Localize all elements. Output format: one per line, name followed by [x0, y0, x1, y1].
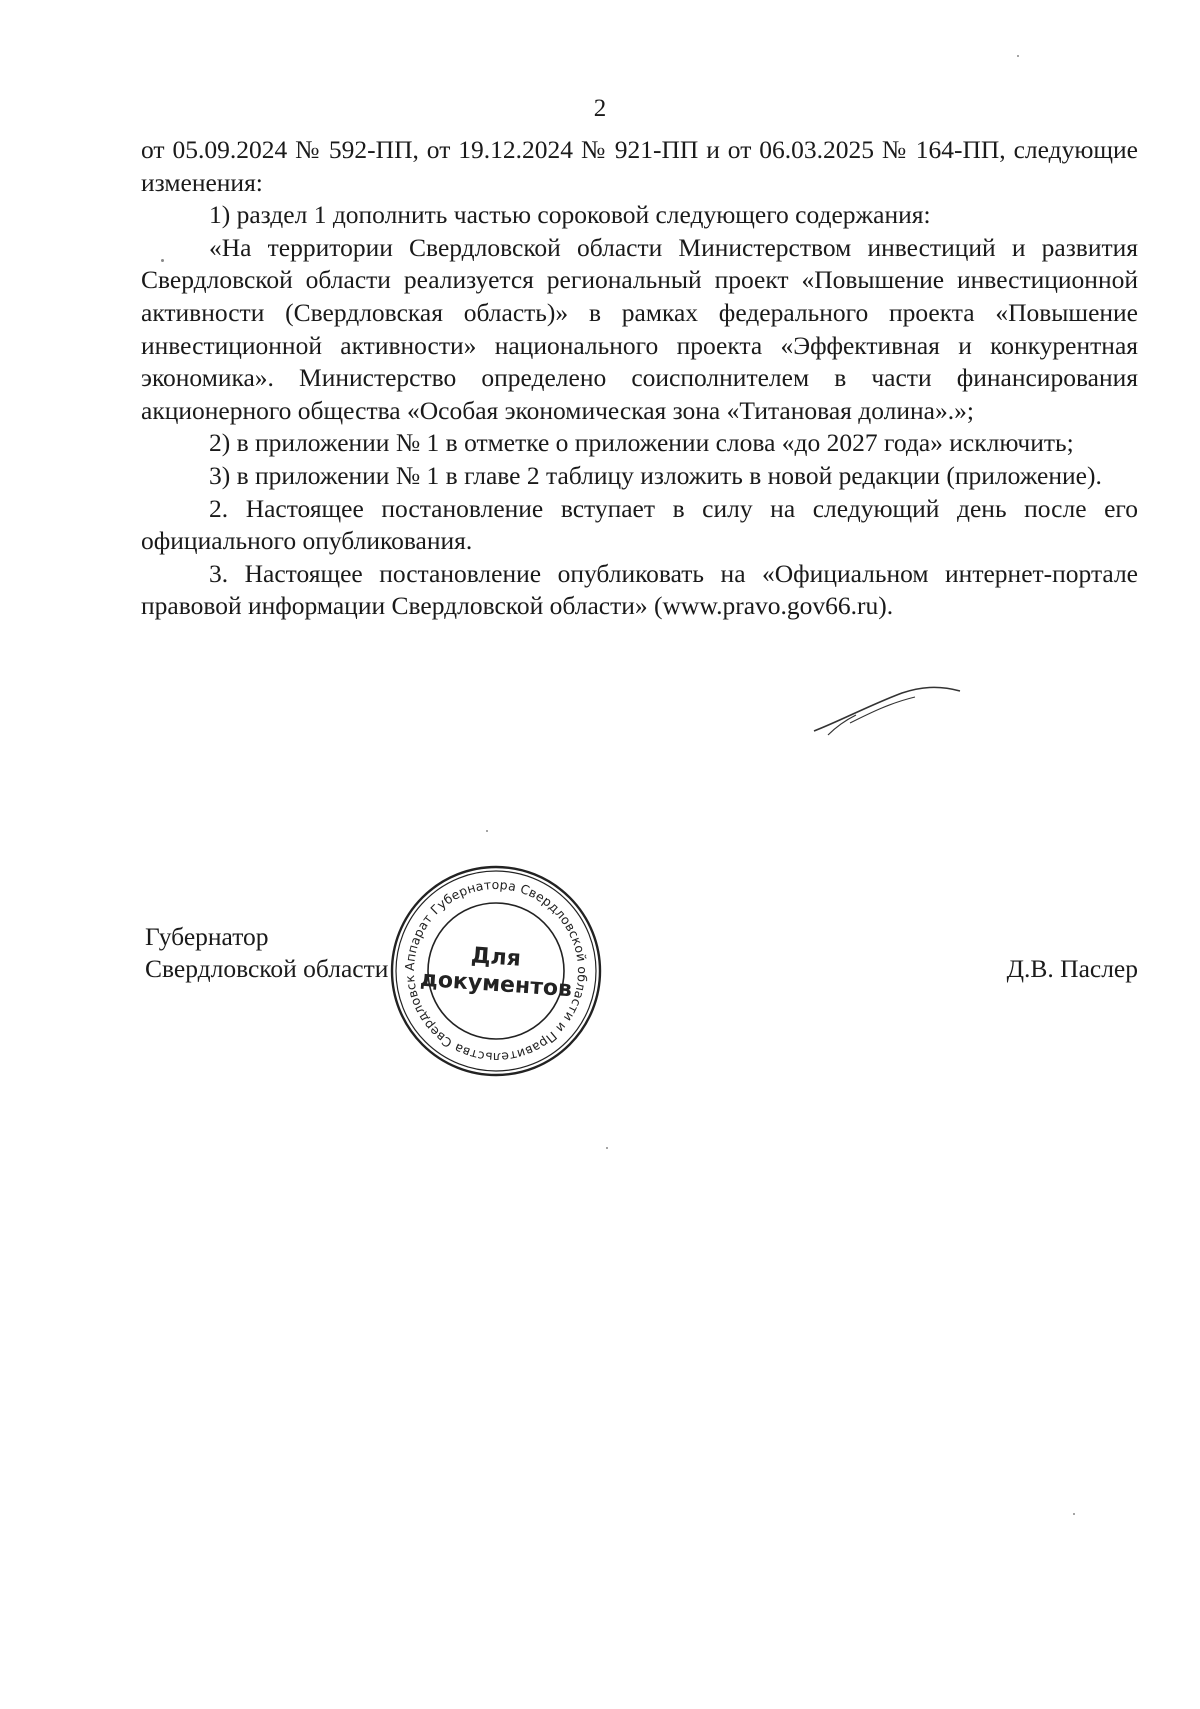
- decree-body: [141, 134, 1138, 623]
- scan-speck: [486, 830, 488, 832]
- scan-speck: [1073, 1513, 1075, 1515]
- pen-scribble: [810, 683, 970, 738]
- scan-speck: [1017, 55, 1019, 57]
- signatory-name: Д.В. Паслер: [1006, 954, 1138, 983]
- stamp-center-line2: документов: [419, 966, 573, 1003]
- paragraph-quote: «На территории Свердловской области Министерством инвестиций и развития Свердловской области реализуется региональный проект «Повышение инвестиционной активности (Свердловская область)» в рамках федерального проекта «Повышение инвестиционной активности» национального проекта «Эффективная и конкурентная экономика». Министерство определено соисполнителем в части финансирования акционерного общества «Особая экономическая зона «Титановая долина».»;: [141, 232, 1138, 425]
- paragraph-clause-2: 2. Настоящее постановление вступает в силу на следующий день после его официального опубликования.: [141, 493, 1138, 556]
- paragraph-item-2: 2) в приложении № 1 в отметке о приложении слова «до 2027 года» исключить;: [209, 428, 1074, 458]
- scan-speck: [606, 1147, 608, 1149]
- scan-speck: [161, 259, 164, 262]
- stamp-center-line1: Для: [470, 943, 522, 972]
- signatory-position-line1: Губернатор: [145, 922, 269, 951]
- signatory-position-line2: Свердловской области: [145, 954, 389, 983]
- stamp-center: [387, 862, 605, 1080]
- paragraph-item-3: 3) в приложении № 1 в главе 2 таблицу изложить в новой редакции (приложение).: [209, 460, 1102, 490]
- signatory-position: [145, 921, 388, 985]
- page-number: 2: [593, 95, 607, 122]
- paragraph-item-1: 1) раздел 1 дополнить частью сороковой следующего содержания:: [209, 200, 931, 230]
- stamp-ring-text: Аппарат Губернатора Свердловской области и Правительства Свердловск: [401, 876, 591, 1066]
- official-stamp: [387, 862, 605, 1080]
- paragraph-intro: от 05.09.2024 № 592-ПП, от 19.12.2024 № 921-ПП и от 06.03.2025 № 164-ПП, следующие изменения:: [141, 135, 1138, 197]
- paragraph-clause-3: 3. Настоящее постановление опубликовать на «Официальном интернет-портале правовой информации Свердловской области» (www.pravo.gov66.ru).: [141, 558, 1138, 621]
